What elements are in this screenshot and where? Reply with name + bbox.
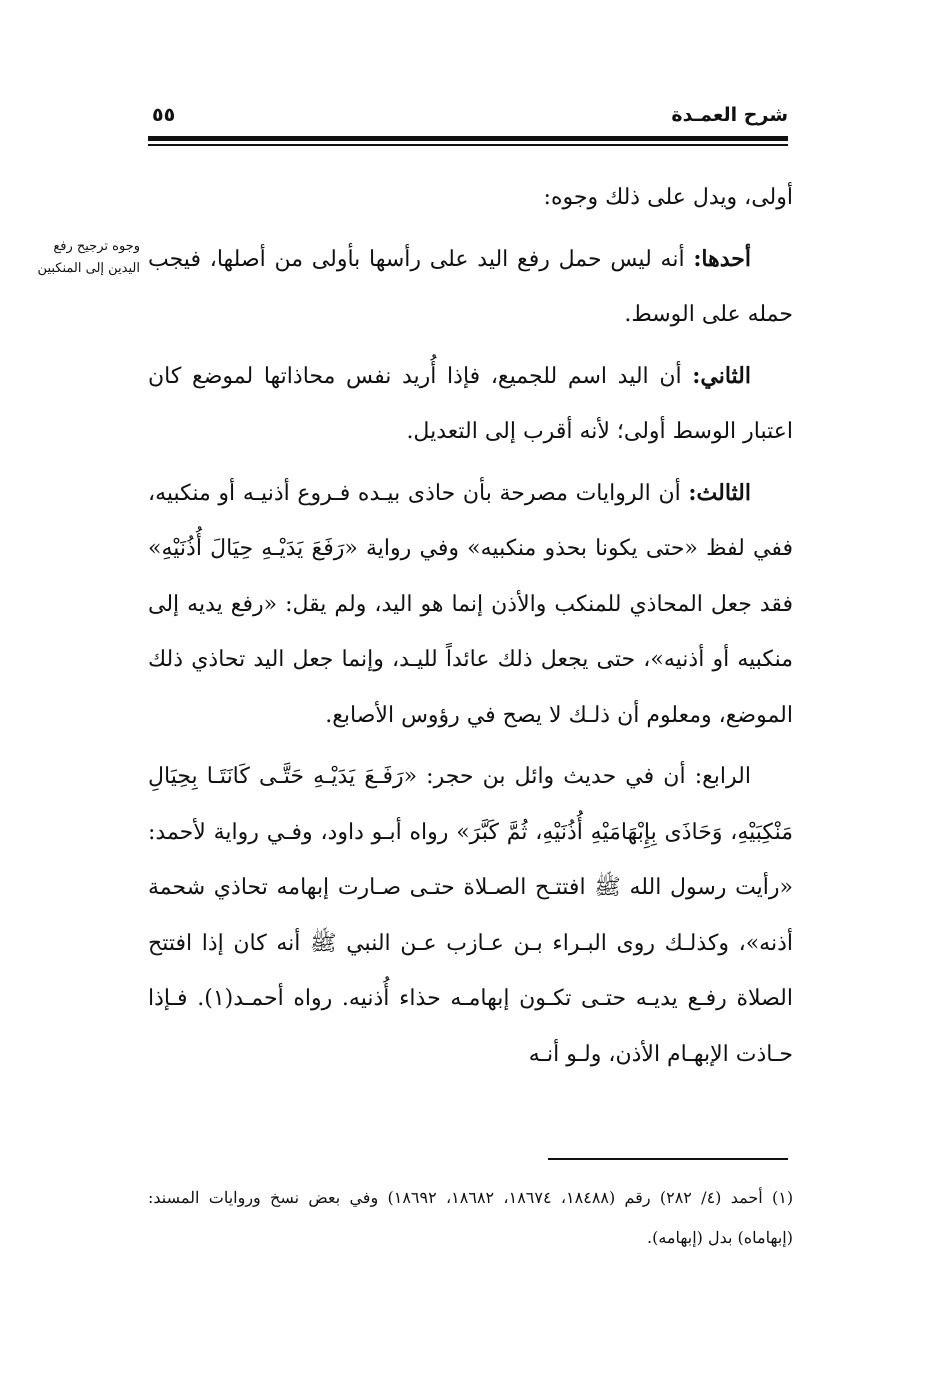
paragraph-lead: الرابع:	[694, 764, 751, 789]
page-header	[148, 104, 788, 132]
paragraph-text: أن اليد اسم للجميع، فإذا أُريد نفس محاذاتها لموضع كان اعتبار الوسط أولى؛ لأنه أقرب إلى التعديل.	[148, 363, 793, 444]
paragraph-second-reason	[148, 349, 793, 460]
page-number: ٥٥	[152, 104, 176, 126]
footnote: (١) أحمد (٤/ ٢٨٢) رقم (١٨٤٨٨، ١٨٦٧٤، ١٨٦٨٢، ١٨٦٩٢) وفي بعض نسخ وروايات المسند: (إبهاماه) بدل (إبهامه).	[148, 1188, 794, 1247]
header-rule-thick	[148, 136, 788, 141]
paragraph-lead: أحدها:	[693, 245, 751, 272]
margin-note: وجوه ترجيح رفع اليدين إلى المنكبين	[37, 239, 140, 276]
paragraph-fourth-reason	[148, 749, 793, 1082]
paragraph-lead: الثالث:	[688, 479, 751, 506]
book-title: شرح العمـدة	[671, 104, 788, 126]
header-rule-thin	[148, 144, 788, 146]
footnote-separator	[548, 1158, 788, 1160]
paragraph-third-reason	[148, 466, 793, 744]
paragraph-lead: الثاني:	[692, 362, 751, 389]
paragraph-intro: أولى، ويدل على ذلك وجوه:	[543, 185, 793, 210]
paragraph-text: أنه ليس حمل رفع اليد على رأسها بأولى من أصلها، فيجب حمله على الوسط.	[148, 246, 793, 327]
paragraph-text: أن الروايات مصرحة بأن حاذى بيـده فـروع أذنيـه أو منكبيه، ففي لفظ «حتى يكونا بحذو منكبيه» وفي رواية «رَفَعَ يَدَيْـهِ حِيَالَ أُذُنَيْهِ» فقد جعل المحاذي للمنكب والأذن إنما هو اليد، ولم يقل: «رفع يديه إلى منكبيه أو أذنيه»، حتى يجعل ذلك عائداً لليـد، وإنما جعل اليد تحاذي ذلك الموضع، ومعلوم أن ذلـك لا يصح في رؤوس الأصابع.	[148, 480, 793, 728]
paragraph-first-reason	[148, 232, 793, 343]
body-text	[148, 170, 793, 1088]
paragraph-text: أن في حديث وائل بن حجر: «رَفَـعَ يَدَيْـهِ حَتَّـى كَانَتَـا بِحِيَالِ مَنْكِبَيْهِ، وَحَاذَى بِإِبْهَامَيْهِ أُذُنَيْهِ، ثُمَّ كَبَّرَ» رواه أبـو داود، وفـي رواية لأحمد: «رأيت رسول الله ﷺ افتتـح الصـلاة حتـى صـارت إبهامه تحاذي شحمة أذنه»، وكذلـك روى البـراء بـن عـازب عـن النبي ﷺ أنه كان إذا افتتح الصلاة رفـع يديـه حتـى تكـون إبهامـه حذاء أُذنيه. رواه أحمـد(١). فـإذا حـاذت الإبهـام الأذن، ولـو أنـه	[148, 764, 793, 1067]
